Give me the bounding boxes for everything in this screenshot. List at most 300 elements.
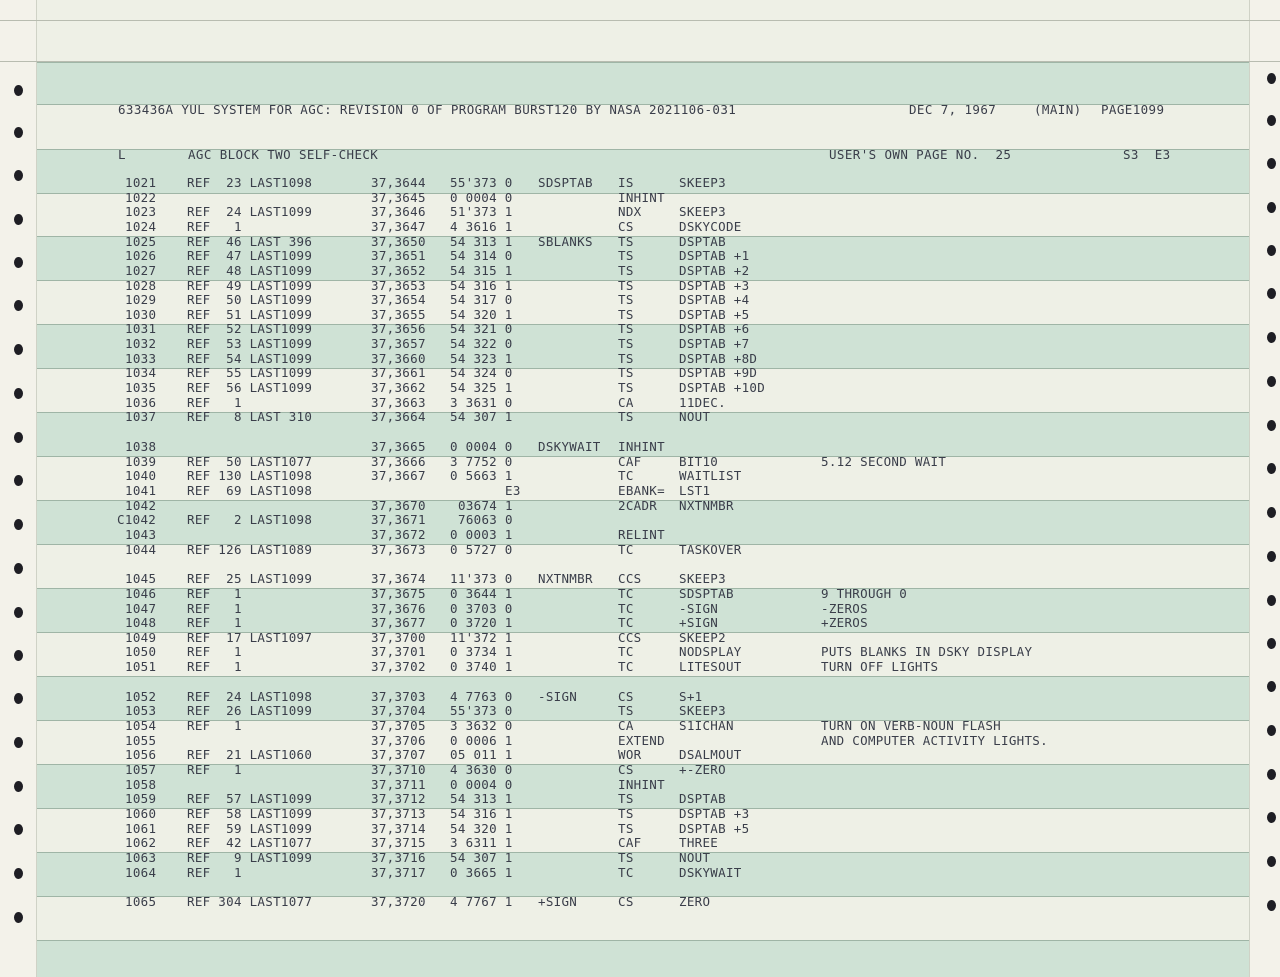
octal-word: 54 307 1 — [450, 409, 513, 424]
reference: REF 1 — [187, 644, 242, 659]
operand: DSPTAB +5 — [679, 307, 750, 322]
reference: REF 304 LAST1077 — [187, 894, 313, 909]
line-number: 1048 — [125, 615, 157, 630]
address: 37,3665 — [371, 439, 426, 454]
reference: REF 69 LAST1098 — [187, 483, 313, 498]
line-number: 1032 — [125, 336, 157, 351]
sprocket-hole — [1267, 595, 1276, 606]
band-rule — [37, 676, 1249, 677]
sprocket-hole — [1267, 73, 1276, 84]
listing-section: (MAIN) — [1034, 102, 1082, 117]
sprocket-hole — [1267, 725, 1276, 736]
line-number: 1039 — [125, 454, 157, 469]
comment: TURN OFF LIGHTS — [821, 659, 939, 674]
address: 37,3645 — [371, 190, 426, 205]
opcode: TS — [618, 380, 634, 395]
reference: REF 24 LAST1099 — [187, 204, 313, 219]
reference: REF 46 LAST 396 — [187, 234, 313, 249]
sprocket-hole — [1267, 245, 1276, 256]
sprocket-hole — [14, 432, 23, 443]
sprocket-hole — [1267, 681, 1276, 692]
address: 37,3667 — [371, 468, 426, 483]
reference: REF 51 LAST1099 — [187, 307, 313, 322]
octal-word: 54 313 1 — [450, 234, 513, 249]
reference: REF 1 — [187, 219, 242, 234]
sprocket-hole — [1267, 638, 1276, 649]
sprocket-hole — [1267, 551, 1276, 562]
address: 37,3720 — [371, 894, 426, 909]
section-code: S3 E3 — [1123, 147, 1171, 162]
octal-word: 05 011 1 — [450, 747, 513, 762]
sprocket-hole — [1267, 900, 1276, 911]
comment: 9 THROUGH 0 — [821, 586, 908, 601]
comment: TURN ON VERB-NOUN FLASH — [821, 718, 1001, 733]
program-title: AGC BLOCK TWO SELF-CHECK — [188, 147, 379, 162]
opcode: TS — [618, 791, 634, 806]
opcode: TC — [618, 601, 634, 616]
operand: NODSPLAY — [679, 644, 742, 659]
octal-word: 0 5727 0 — [450, 542, 513, 557]
operand: THREE — [679, 835, 719, 850]
sprocket-hole — [1267, 288, 1276, 299]
octal-word: 55'373 0 — [450, 703, 513, 718]
users-page-number: USER'S OWN PAGE NO. 25 — [829, 147, 1012, 162]
opcode: TS — [618, 263, 634, 278]
sprocket-hole — [14, 127, 23, 138]
reference: REF 55 LAST1099 — [187, 365, 313, 380]
sprocket-hole — [14, 563, 23, 574]
octal-word: 3 3632 0 — [450, 718, 513, 733]
address: 37,3661 — [371, 365, 426, 380]
line-number: 1061 — [125, 821, 157, 836]
operand: +SIGN — [679, 615, 719, 630]
address: 37,3703 — [371, 689, 426, 704]
label: -SIGN — [538, 689, 578, 704]
sprocket-hole — [14, 519, 23, 530]
opcode: CA — [618, 718, 634, 733]
opcode: TS — [618, 307, 634, 322]
address: 37,3647 — [371, 219, 426, 234]
operand: DSPTAB +5 — [679, 821, 750, 836]
opcode: TS — [618, 351, 634, 366]
reference: REF 25 LAST1099 — [187, 571, 313, 586]
operand: DSPTAB +3 — [679, 278, 750, 293]
subheader-mark: L — [118, 147, 126, 162]
comment: PUTS BLANKS IN DSKY DISPLAY — [821, 644, 1033, 659]
address: 37,3660 — [371, 351, 426, 366]
opcode: TS — [618, 409, 634, 424]
opcode: RELINT — [618, 527, 665, 542]
sprocket-hole — [1267, 856, 1276, 867]
address: 37,3657 — [371, 336, 426, 351]
opcode: TS — [618, 336, 634, 351]
octal-word: 0 3720 1 — [450, 615, 513, 630]
reference: REF 24 LAST1098 — [187, 689, 313, 704]
comment: +ZEROS — [821, 615, 868, 630]
octal-word: 0 3734 1 — [450, 644, 513, 659]
line-number: 1059 — [125, 791, 157, 806]
reference: REF 47 LAST1099 — [187, 248, 313, 263]
line-number: 1042 — [125, 498, 157, 513]
right-tractor-strip — [1249, 0, 1280, 977]
address: 37,3706 — [371, 733, 426, 748]
octal-word: 54 320 1 — [450, 821, 513, 836]
line-number: 1022 — [125, 190, 157, 205]
address: 37,3675 — [371, 586, 426, 601]
octal-word: 0 3644 1 — [450, 586, 513, 601]
octal-word: 0 0006 1 — [450, 733, 513, 748]
line-number: 1021 — [125, 175, 157, 190]
operand: NXTNMBR — [679, 498, 734, 513]
opcode: CAF — [618, 835, 642, 850]
opcode: TC — [618, 659, 634, 674]
operand: S+1 — [679, 689, 703, 704]
opcode: TS — [618, 321, 634, 336]
address: 37,3650 — [371, 234, 426, 249]
line-number: 1047 — [125, 601, 157, 616]
address: 37,3666 — [371, 454, 426, 469]
reference: REF 1 — [187, 586, 242, 601]
operand: NOUT — [679, 850, 711, 865]
reference: REF 1 — [187, 615, 242, 630]
opcode: TS — [618, 365, 634, 380]
comment: -ZEROS — [821, 601, 868, 616]
greenbar-band — [37, 940, 1249, 977]
line-number: 1064 — [125, 865, 157, 880]
opcode: CS — [618, 894, 634, 909]
octal-word: 54 325 1 — [450, 380, 513, 395]
octal-word: E3 — [505, 483, 521, 498]
address: 37,3701 — [371, 644, 426, 659]
opcode: TS — [618, 806, 634, 821]
opcode: CS — [618, 689, 634, 704]
address: 37,3652 — [371, 263, 426, 278]
octal-word: 54 316 1 — [450, 806, 513, 821]
operand: DSPTAB — [679, 234, 726, 249]
operand: WAITLIST — [679, 468, 742, 483]
reference: REF 9 LAST1099 — [187, 850, 313, 865]
reference: REF 52 LAST1099 — [187, 321, 313, 336]
address: 37,3714 — [371, 821, 426, 836]
operand: 11DEC. — [679, 395, 726, 410]
sprocket-hole — [14, 781, 23, 792]
line-number: 1030 — [125, 307, 157, 322]
address: 37,3653 — [371, 278, 426, 293]
operand: DSPTAB +6 — [679, 321, 750, 336]
reference: REF 49 LAST1099 — [187, 278, 313, 293]
operand: DSPTAB +8D — [679, 351, 758, 366]
address: 37,3656 — [371, 321, 426, 336]
sprocket-hole — [14, 300, 23, 311]
operand: DSPTAB +1 — [679, 248, 750, 263]
octal-word: 4 3616 1 — [450, 219, 513, 234]
opcode: CCS — [618, 571, 642, 586]
reference: REF 2 LAST1098 — [187, 512, 313, 527]
octal-word: 54 324 0 — [450, 365, 513, 380]
sprocket-hole — [14, 650, 23, 661]
address: 37,3711 — [371, 777, 426, 792]
sprocket-hole — [1267, 202, 1276, 213]
opcode: TS — [618, 248, 634, 263]
operand: -SIGN — [679, 601, 719, 616]
opcode: INHINT — [618, 777, 665, 792]
line-number: 1050 — [125, 644, 157, 659]
reference: REF 56 LAST1099 — [187, 380, 313, 395]
operand: DSKYWAIT — [679, 865, 742, 880]
octal-word: 3 6311 1 — [450, 835, 513, 850]
address: 37,3700 — [371, 630, 426, 645]
opcode: CA — [618, 395, 634, 410]
address: 37,3674 — [371, 571, 426, 586]
opcode: TS — [618, 292, 634, 307]
sprocket-hole — [1267, 115, 1276, 126]
operand: DSPTAB +3 — [679, 806, 750, 821]
opcode: NDX — [618, 204, 642, 219]
address: 37,3672 — [371, 527, 426, 542]
opcode: CS — [618, 219, 634, 234]
octal-word: 54 316 1 — [450, 278, 513, 293]
operand: NOUT — [679, 409, 711, 424]
label: SBLANKS — [538, 234, 593, 249]
line-number: 1033 — [125, 351, 157, 366]
address: 37,3655 — [371, 307, 426, 322]
address: 37,3704 — [371, 703, 426, 718]
opcode: TC — [618, 542, 634, 557]
address: 37,3670 — [371, 498, 426, 513]
line-number: 1029 — [125, 292, 157, 307]
line-number: 1041 — [125, 483, 157, 498]
address: 37,3705 — [371, 718, 426, 733]
line-number: 1035 — [125, 380, 157, 395]
octal-word: 0 3703 0 — [450, 601, 513, 616]
octal-word: 11'373 0 — [450, 571, 513, 586]
address: 37,3712 — [371, 791, 426, 806]
line-number: 1056 — [125, 747, 157, 762]
reference: REF 1 — [187, 865, 242, 880]
reference: REF 8 LAST 310 — [187, 409, 313, 424]
reference: REF 26 LAST1099 — [187, 703, 313, 718]
line-number: 1062 — [125, 835, 157, 850]
sprocket-hole — [1267, 420, 1276, 431]
opcode: TC — [618, 644, 634, 659]
operand: LITESOUT — [679, 659, 742, 674]
reference: REF 50 LAST1077 — [187, 454, 313, 469]
opcode: TC — [618, 586, 634, 601]
octal-word: 54 320 1 — [450, 307, 513, 322]
opcode: TC — [618, 865, 634, 880]
line-number: 1052 — [125, 689, 157, 704]
page-number: PAGE1099 — [1101, 102, 1165, 117]
opcode: CS — [618, 762, 634, 777]
comment: 5.12 SECOND WAIT — [821, 454, 947, 469]
octal-word: 4 7763 0 — [450, 689, 513, 704]
line-number: 1031 — [125, 321, 157, 336]
address: 37,3663 — [371, 395, 426, 410]
reference: REF 17 LAST1097 — [187, 630, 313, 645]
label: NXTNMBR — [538, 571, 593, 586]
octal-word: 54 314 0 — [450, 248, 513, 263]
reference: REF 59 LAST1099 — [187, 821, 313, 836]
sprocket-hole — [1267, 812, 1276, 823]
address: 37,3673 — [371, 542, 426, 557]
address: 37,3651 — [371, 248, 426, 263]
line-number: 1046 — [125, 586, 157, 601]
operand: DSPTAB — [679, 791, 726, 806]
sprocket-hole — [1267, 769, 1276, 780]
octal-word: 76063 0 — [458, 512, 513, 527]
octal-word: 03674 1 — [458, 498, 513, 513]
line-number: 1024 — [125, 219, 157, 234]
comment: AND COMPUTER ACTIVITY LIGHTS. — [821, 733, 1048, 748]
line-number: 1053 — [125, 703, 157, 718]
opcode: TS — [618, 850, 634, 865]
line-number: 1023 — [125, 204, 157, 219]
reference: REF 23 LAST1098 — [187, 175, 313, 190]
sprocket-hole — [14, 737, 23, 748]
line-number: 1060 — [125, 806, 157, 821]
address: 37,3715 — [371, 835, 426, 850]
address: 37,3664 — [371, 409, 426, 424]
octal-word: 54 321 0 — [450, 321, 513, 336]
line-number: 1028 — [125, 278, 157, 293]
operand: SKEEP3 — [679, 571, 726, 586]
band-rule — [37, 62, 1249, 63]
operand: BIT10 — [679, 454, 719, 469]
address: 37,3713 — [371, 806, 426, 821]
opcode: EXTEND — [618, 733, 665, 748]
octal-word: 0 3740 1 — [450, 659, 513, 674]
line-number: 1037 — [125, 409, 157, 424]
octal-word: 0 3665 1 — [450, 865, 513, 880]
reference: REF 50 LAST1099 — [187, 292, 313, 307]
reference: REF 53 LAST1099 — [187, 336, 313, 351]
sprocket-hole — [14, 388, 23, 399]
reference: REF 21 LAST1060 — [187, 747, 313, 762]
reference: REF 1 — [187, 395, 242, 410]
reference: REF 48 LAST1099 — [187, 263, 313, 278]
operand: +-ZERO — [679, 762, 726, 777]
sprocket-hole — [14, 475, 23, 486]
operand: DSPTAB +4 — [679, 292, 750, 307]
octal-word: 0 0004 0 — [450, 439, 513, 454]
address: 37,3716 — [371, 850, 426, 865]
address: 37,3671 — [371, 512, 426, 527]
opcode: TC — [618, 468, 634, 483]
sprocket-hole — [1267, 376, 1276, 387]
octal-word: 0 0004 0 — [450, 190, 513, 205]
operand: SKEEP3 — [679, 175, 726, 190]
address: 37,3654 — [371, 292, 426, 307]
line-number: 1036 — [125, 395, 157, 410]
operand: DSKYCODE — [679, 219, 742, 234]
sprocket-hole — [14, 344, 23, 355]
opcode: TS — [618, 821, 634, 836]
line-number: 1027 — [125, 263, 157, 278]
line-number: 1055 — [125, 733, 157, 748]
operand: DSALMOUT — [679, 747, 742, 762]
reference: REF 1 — [187, 659, 242, 674]
opcode: INHINT — [618, 190, 665, 205]
octal-word: 0 5663 1 — [450, 468, 513, 483]
octal-word: 54 323 1 — [450, 351, 513, 366]
octal-word: 3 3631 0 — [450, 395, 513, 410]
line-number: 1038 — [125, 439, 157, 454]
opcode: EBANK= — [618, 483, 665, 498]
octal-word: 4 7767 1 — [450, 894, 513, 909]
operand: SKEEP3 — [679, 703, 726, 718]
sprocket-hole — [14, 868, 23, 879]
sprocket-hole — [14, 170, 23, 181]
line-number: 1044 — [125, 542, 157, 557]
perforation-line — [0, 61, 1280, 62]
address: 37,3662 — [371, 380, 426, 395]
opcode: WOR — [618, 747, 642, 762]
line-number: 1034 — [125, 365, 157, 380]
operand: SKEEP2 — [679, 630, 726, 645]
greenbar-band — [37, 62, 1249, 104]
operand: DSPTAB +2 — [679, 263, 750, 278]
address: 37,3646 — [371, 204, 426, 219]
line-number: 1049 — [125, 630, 157, 645]
address: 37,3707 — [371, 747, 426, 762]
reference: REF 42 LAST1077 — [187, 835, 313, 850]
sprocket-hole — [1267, 507, 1276, 518]
octal-word: 0 0004 0 — [450, 777, 513, 792]
reference: REF 1 — [187, 601, 242, 616]
listing-title: 633436A YUL SYSTEM FOR AGC: REVISION 0 OF PROGRAM BURST120 BY NASA 2021106-031 — [118, 102, 737, 117]
operand: SKEEP3 — [679, 204, 726, 219]
sprocket-hole — [1267, 332, 1276, 343]
address: 37,3710 — [371, 762, 426, 777]
operand: DSPTAB +10D — [679, 380, 766, 395]
line-number: 1057 — [125, 762, 157, 777]
reference: REF 54 LAST1099 — [187, 351, 313, 366]
label: SDSPTAB — [538, 175, 593, 190]
octal-word: 3 7752 0 — [450, 454, 513, 469]
octal-word: 51'373 1 — [450, 204, 513, 219]
listing-date: DEC 7, 1967 — [909, 102, 997, 117]
sprocket-hole — [14, 912, 23, 923]
address: 37,3717 — [371, 865, 426, 880]
opcode: INHINT — [618, 439, 665, 454]
line-number: C1042 — [117, 512, 157, 527]
sprocket-hole — [14, 85, 23, 96]
reference: REF 126 LAST1089 — [187, 542, 313, 557]
label: DSKYWAIT — [538, 439, 601, 454]
operand: DSPTAB +9D — [679, 365, 758, 380]
reference: REF 58 LAST1099 — [187, 806, 313, 821]
octal-word: 0 0003 1 — [450, 527, 513, 542]
octal-word: 54 315 1 — [450, 263, 513, 278]
opcode: TS — [618, 703, 634, 718]
sprocket-hole — [14, 693, 23, 704]
reference: REF 130 LAST1098 — [187, 468, 313, 483]
operand: TASKOVER — [679, 542, 742, 557]
address: 37,3644 — [371, 175, 426, 190]
address: 37,3702 — [371, 659, 426, 674]
octal-word: 54 307 1 — [450, 850, 513, 865]
line-number: 1026 — [125, 248, 157, 263]
line-number: 1058 — [125, 777, 157, 792]
label: +SIGN — [538, 894, 578, 909]
opcode: TC — [618, 615, 634, 630]
line-number: 1045 — [125, 571, 157, 586]
sprocket-hole — [14, 824, 23, 835]
perforation-line — [0, 20, 1280, 21]
octal-word: 11'372 1 — [450, 630, 513, 645]
octal-word: 54 317 0 — [450, 292, 513, 307]
reference: REF 1 — [187, 718, 242, 733]
